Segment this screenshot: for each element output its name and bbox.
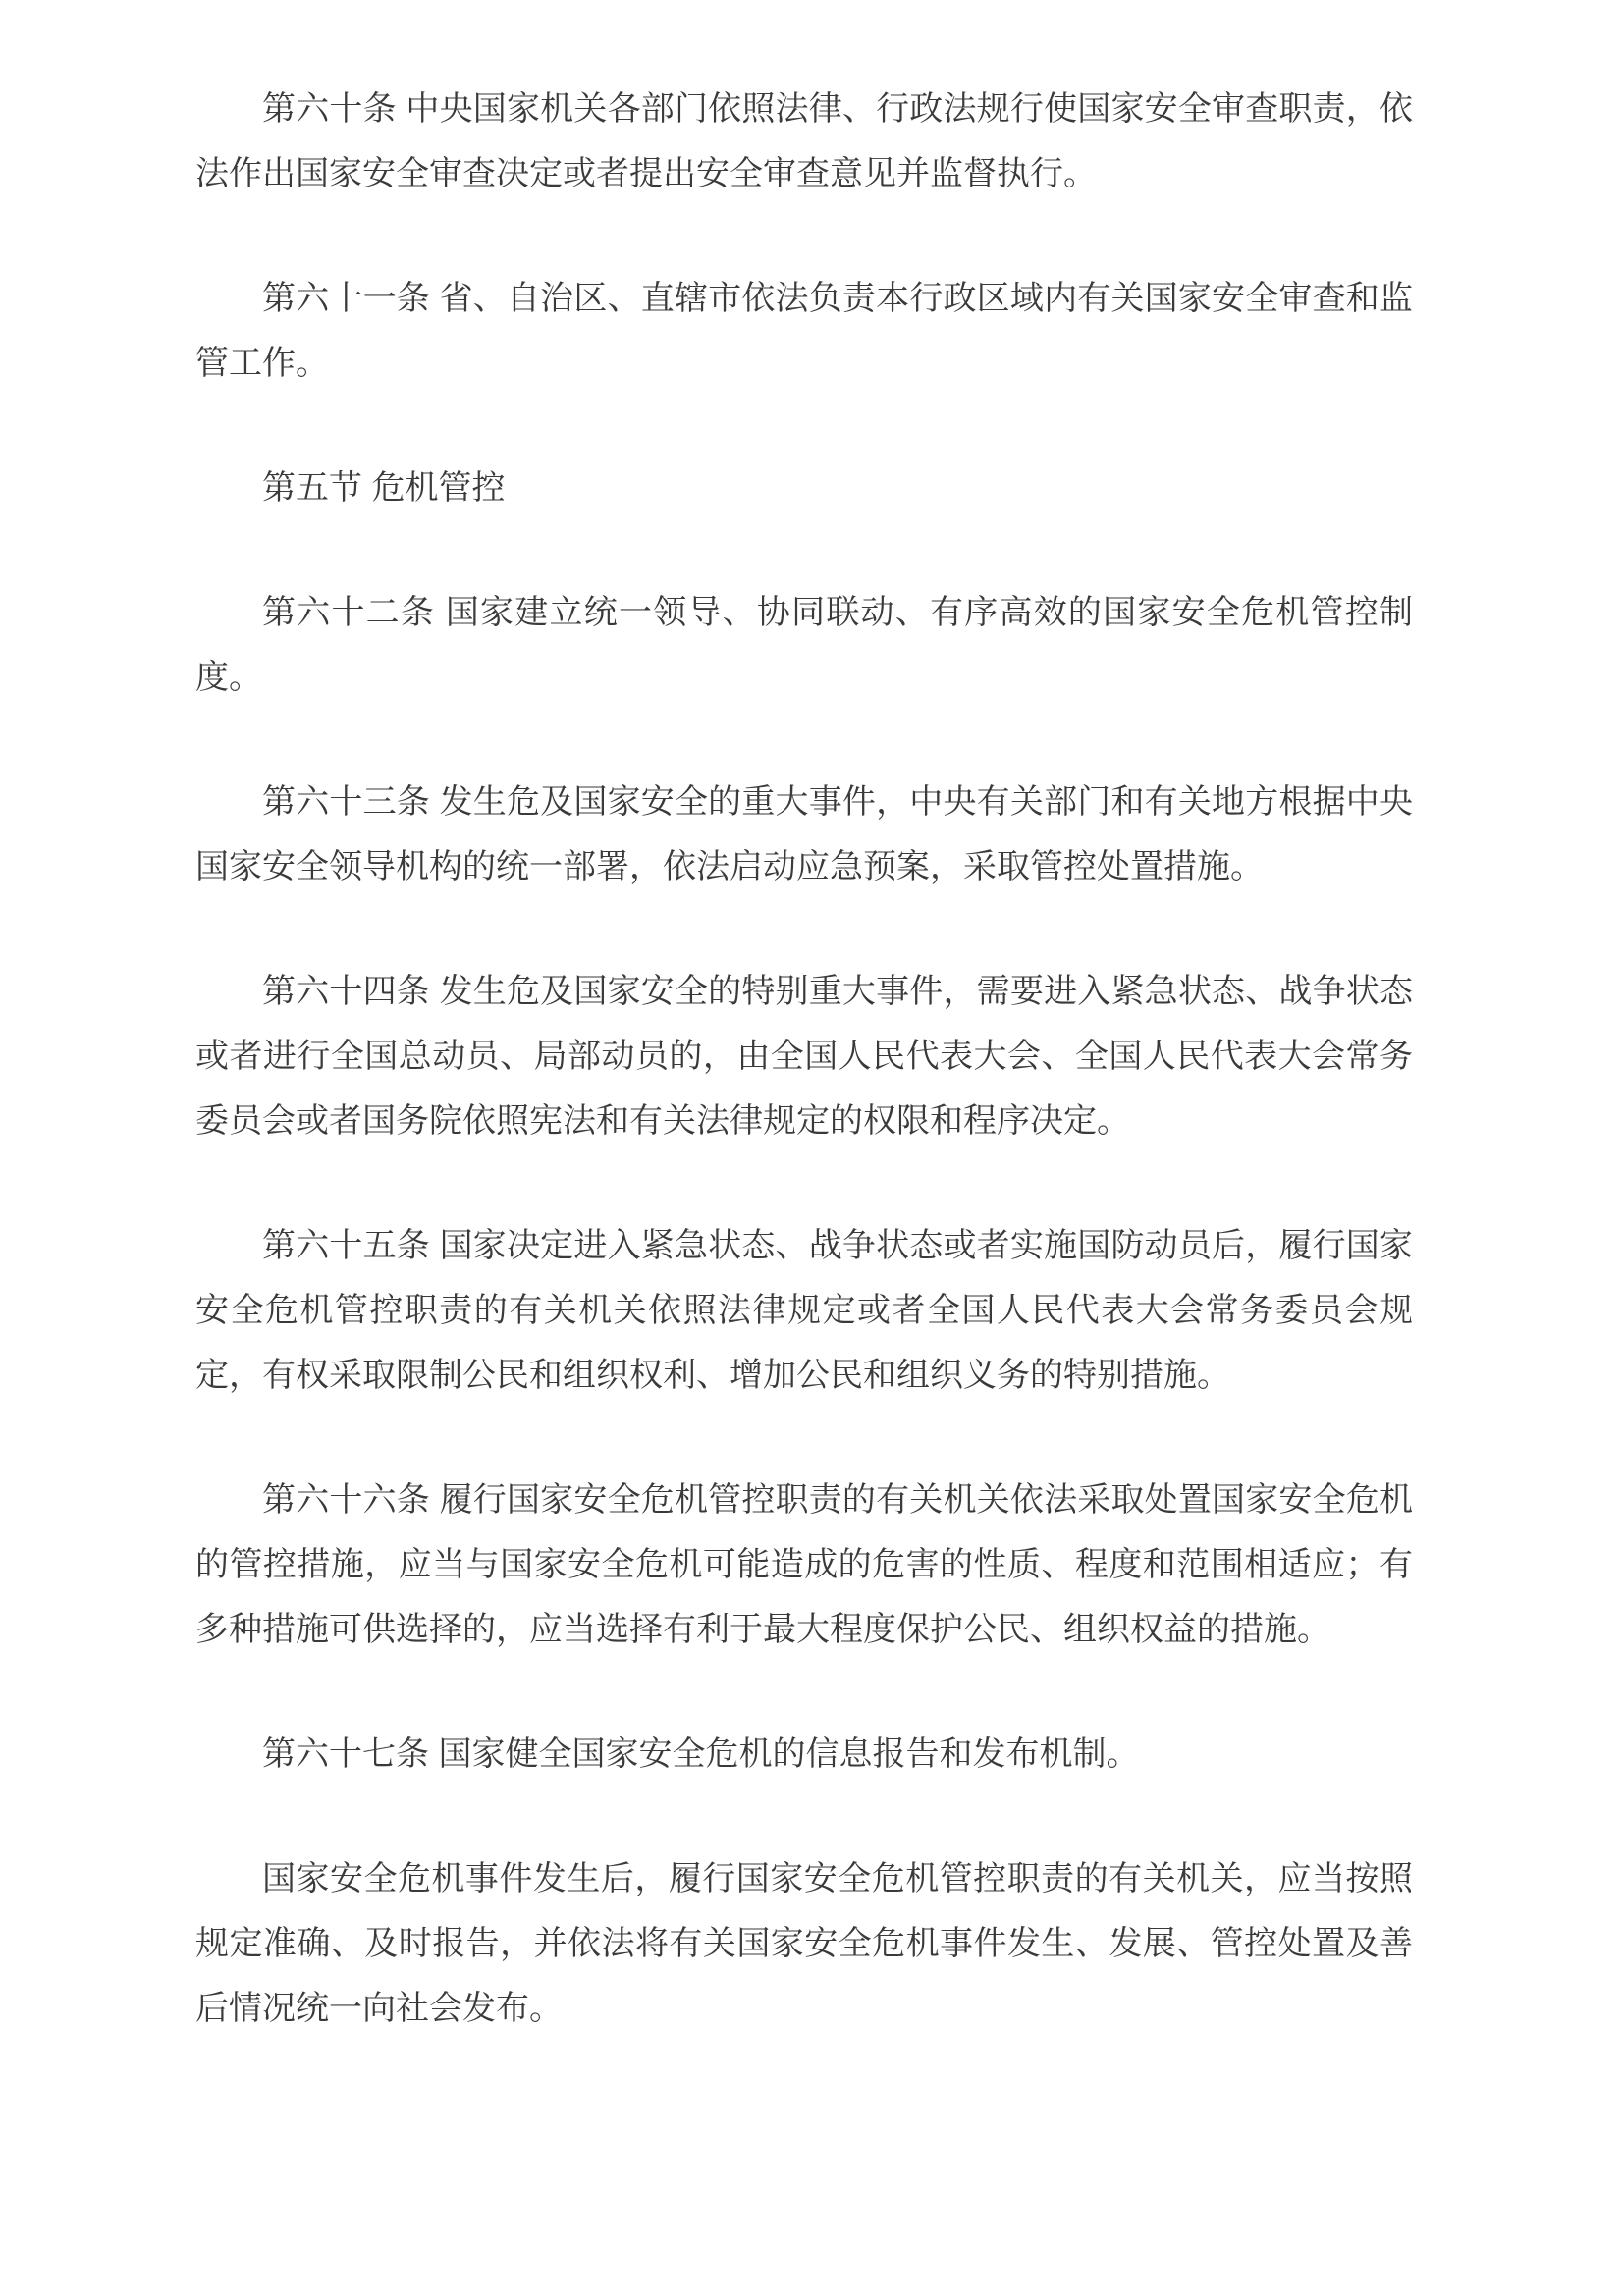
section-5-heading: 第五节 危机管控 bbox=[262, 469, 506, 507]
article-60-paragraph: 第六十条 中央国家机关各部门依照法律、行政法规行使国家安全审查职责，依法作出国家安全审查决定或者提出安全审查意见并监督执行。 bbox=[195, 90, 1413, 192]
article-67-clause-2-paragraph: 国家安全危机事件发生后，履行国家安全危机管控职责的有关机关，应当按照规定准确、及时报告，并依法将有关国家安全危机事件发生、发展、管控处置及善后情况统一向社会发布。 bbox=[195, 1860, 1413, 2027]
article-61-paragraph: 第六十一条 省、自治区、直辖市依法负责本行政区域内有关国家安全审查和监管工作。 bbox=[195, 280, 1413, 382]
article-64-paragraph: 第六十四条 发生危及国家安全的特别重大事件，需要进入紧急状态、战争状态或者进行全国总动员、局部动员的，由全国人民代表大会、全国人民代表大会常务委员会或者国务院依照宪法和有关法律规定的权限和程序决定。 bbox=[195, 973, 1413, 1140]
article-66-paragraph: 第六十六条 履行国家安全危机管控职责的有关机关依法采取处置国家安全危机的管控措施，应当与国家安全危机可能造成的危害的性质、程度和范围相适应；有多种措施可供选择的，应当选择有利于最大程度保护公民、组织权益的措施。 bbox=[195, 1481, 1413, 1648]
article-67-paragraph: 第六十七条 国家健全国家安全危机的信息报告和发布机制。 bbox=[262, 1735, 1140, 1773]
article-65-paragraph: 第六十五条 国家决定进入紧急状态、战争状态或者实施国防动员后，履行国家安全危机管控职责的有关机关依照法律规定或者全国人民代表大会常务委员会规定，有权采取限制公民和组织权利、增加公民和组织义务的特别措施。 bbox=[195, 1227, 1413, 1394]
article-62-paragraph: 第六十二条 国家建立统一领导、协同联动、有序高效的国家安全危机管控制度。 bbox=[195, 594, 1413, 696]
article-63-paragraph: 第六十三条 发生危及国家安全的重大事件，中央有关部门和有关地方根据中央国家安全领导机构的统一部署，依法启动应急预案，采取管控处置措施。 bbox=[195, 783, 1413, 885]
